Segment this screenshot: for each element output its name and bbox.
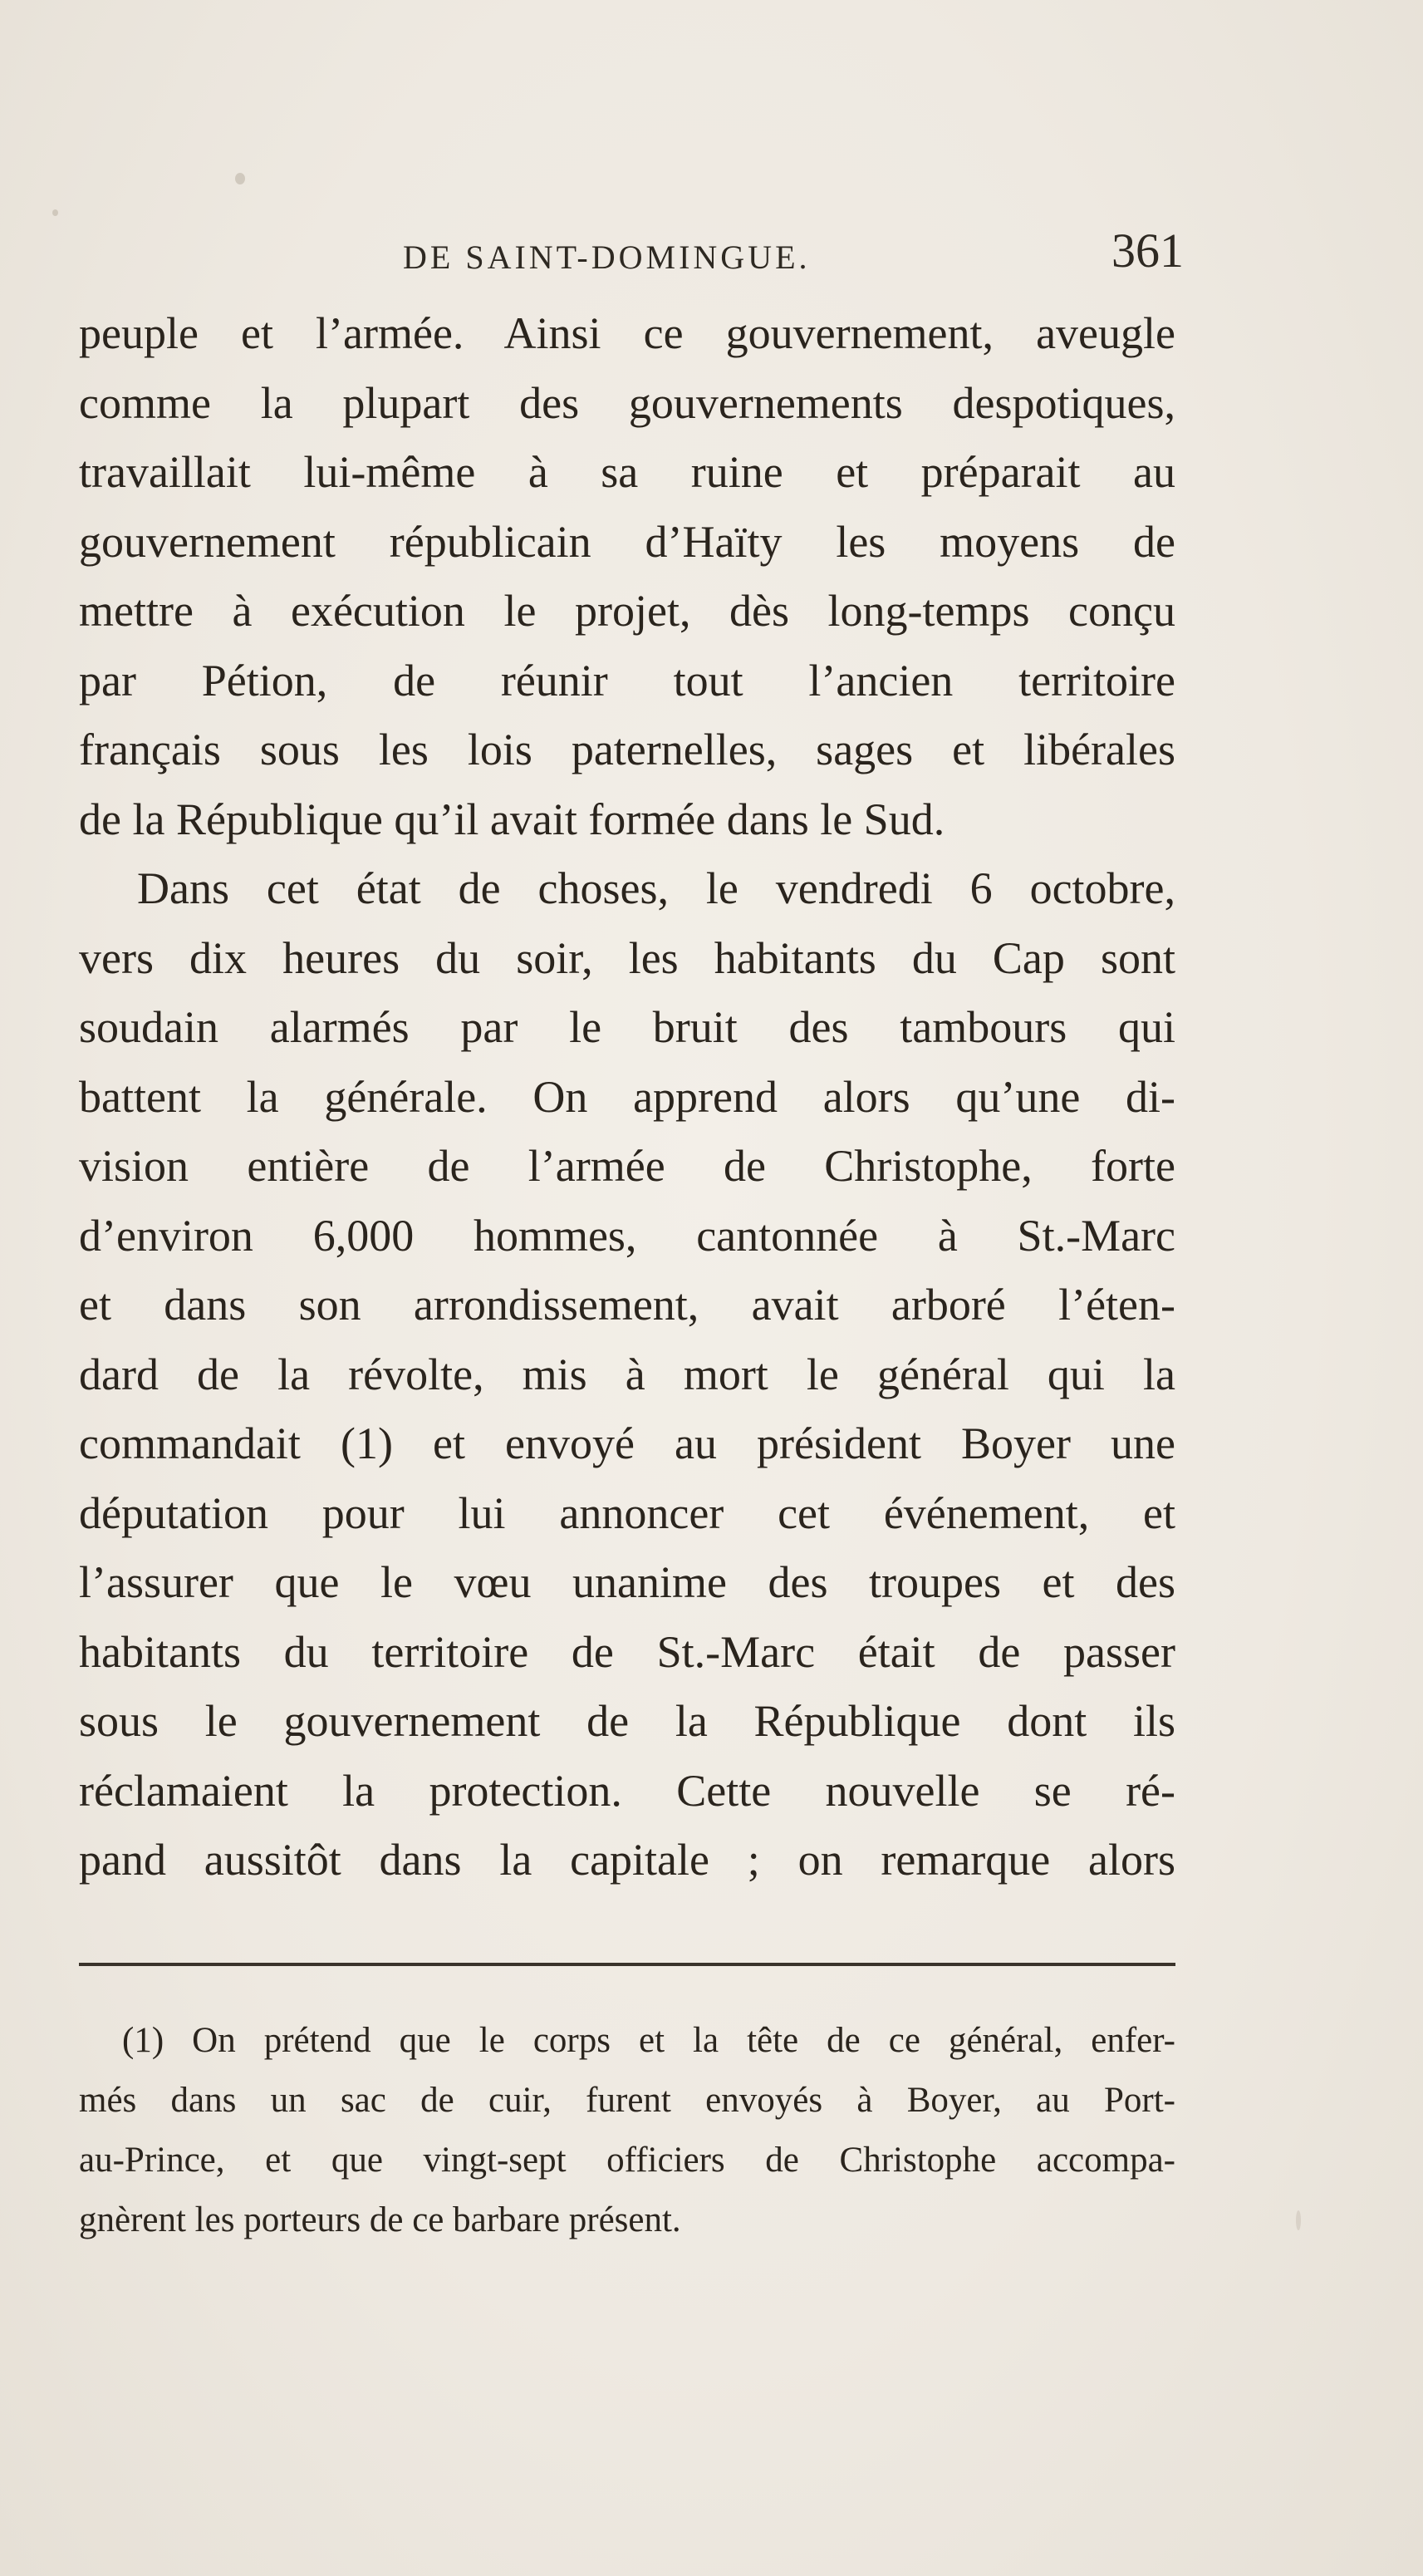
text-line: comme la plupart des gouvernements despotiques,	[79, 377, 1175, 428]
text-line: de la République qu’il avait formée dans le Sud.	[79, 794, 945, 844]
text-line: vision entière de l’armée de Christophe, forte	[79, 1141, 1175, 1191]
footnote-line: gnèrent les porteurs de ce barbare présent.	[79, 2200, 681, 2239]
text-line: dard de la révolte, mis à mort le général qui la	[79, 1349, 1175, 1399]
main-text	[79, 299, 1175, 1895]
footnote-line: au-Prince, et que vingt-sept officiers de Christophe accompa-	[79, 2141, 1175, 2180]
text-line: battent la générale. On apprend alors qu’une di-	[79, 1071, 1175, 1122]
text-line: français sous les lois paternelles, sages et libérales	[79, 725, 1175, 774]
text-line: par Pétion, de réunir tout l’ancien territoire	[79, 655, 1175, 705]
text-line: et dans son arrondissement, avait arboré l’éten-	[79, 1280, 1175, 1330]
text-line: l’assurer que le vœu unanime des troupes et des	[79, 1557, 1175, 1607]
footnote-line: més dans un sac de cuir, furent envoyés à Boyer, au Port-	[79, 2081, 1175, 2120]
running-title: DE SAINT-DOMINGUE.	[403, 238, 811, 276]
page-header	[79, 223, 1184, 281]
text-line: Dans cet état de choses, le vendredi 6 octobre,	[137, 863, 1175, 913]
text-line: pand aussitôt dans la capitale ; on remarque alors	[79, 1835, 1175, 1885]
footnote-divider	[79, 1963, 1175, 1966]
text-line: vers dix heures du soir, les habitants du Cap sont	[79, 932, 1175, 983]
text-line: mettre à exécution le projet, dès long-temps conçu	[79, 586, 1175, 636]
text-line: habitants du territoire de St.-Marc était de passer	[79, 1626, 1175, 1677]
text-line: députation pour lui annoncer cet événement, et	[79, 1487, 1175, 1538]
footnote	[79, 2011, 1175, 2250]
text-line: d’environ 6,000 hommes, cantonnée à St.-Marc	[79, 1210, 1175, 1261]
paper-spot	[235, 173, 245, 184]
text-line: réclamaient la protection. Cette nouvelle se ré-	[79, 1765, 1175, 1816]
text-line: peuple et l’armée. Ainsi ce gouvernement, aveugle	[79, 308, 1175, 358]
paper-spot	[52, 209, 58, 216]
text-line: gouvernement républicain d’Haïty les moyens de	[79, 516, 1175, 567]
paper-spot	[1296, 2210, 1301, 2230]
text-line: soudain alarmés par le bruit des tambours qui	[79, 1002, 1175, 1052]
text-line: commandait (1) et envoyé au président Boyer une	[79, 1418, 1175, 1468]
page-number: 361	[1111, 224, 1184, 278]
text-line: sous le gouvernement de la République dont ils	[79, 1696, 1175, 1746]
footnote-line: (1) On prétend que le corps et la tête de ce général, enfer-	[122, 2021, 1175, 2060]
text-line: travaillait lui-même à sa ruine et préparait au	[79, 447, 1175, 497]
